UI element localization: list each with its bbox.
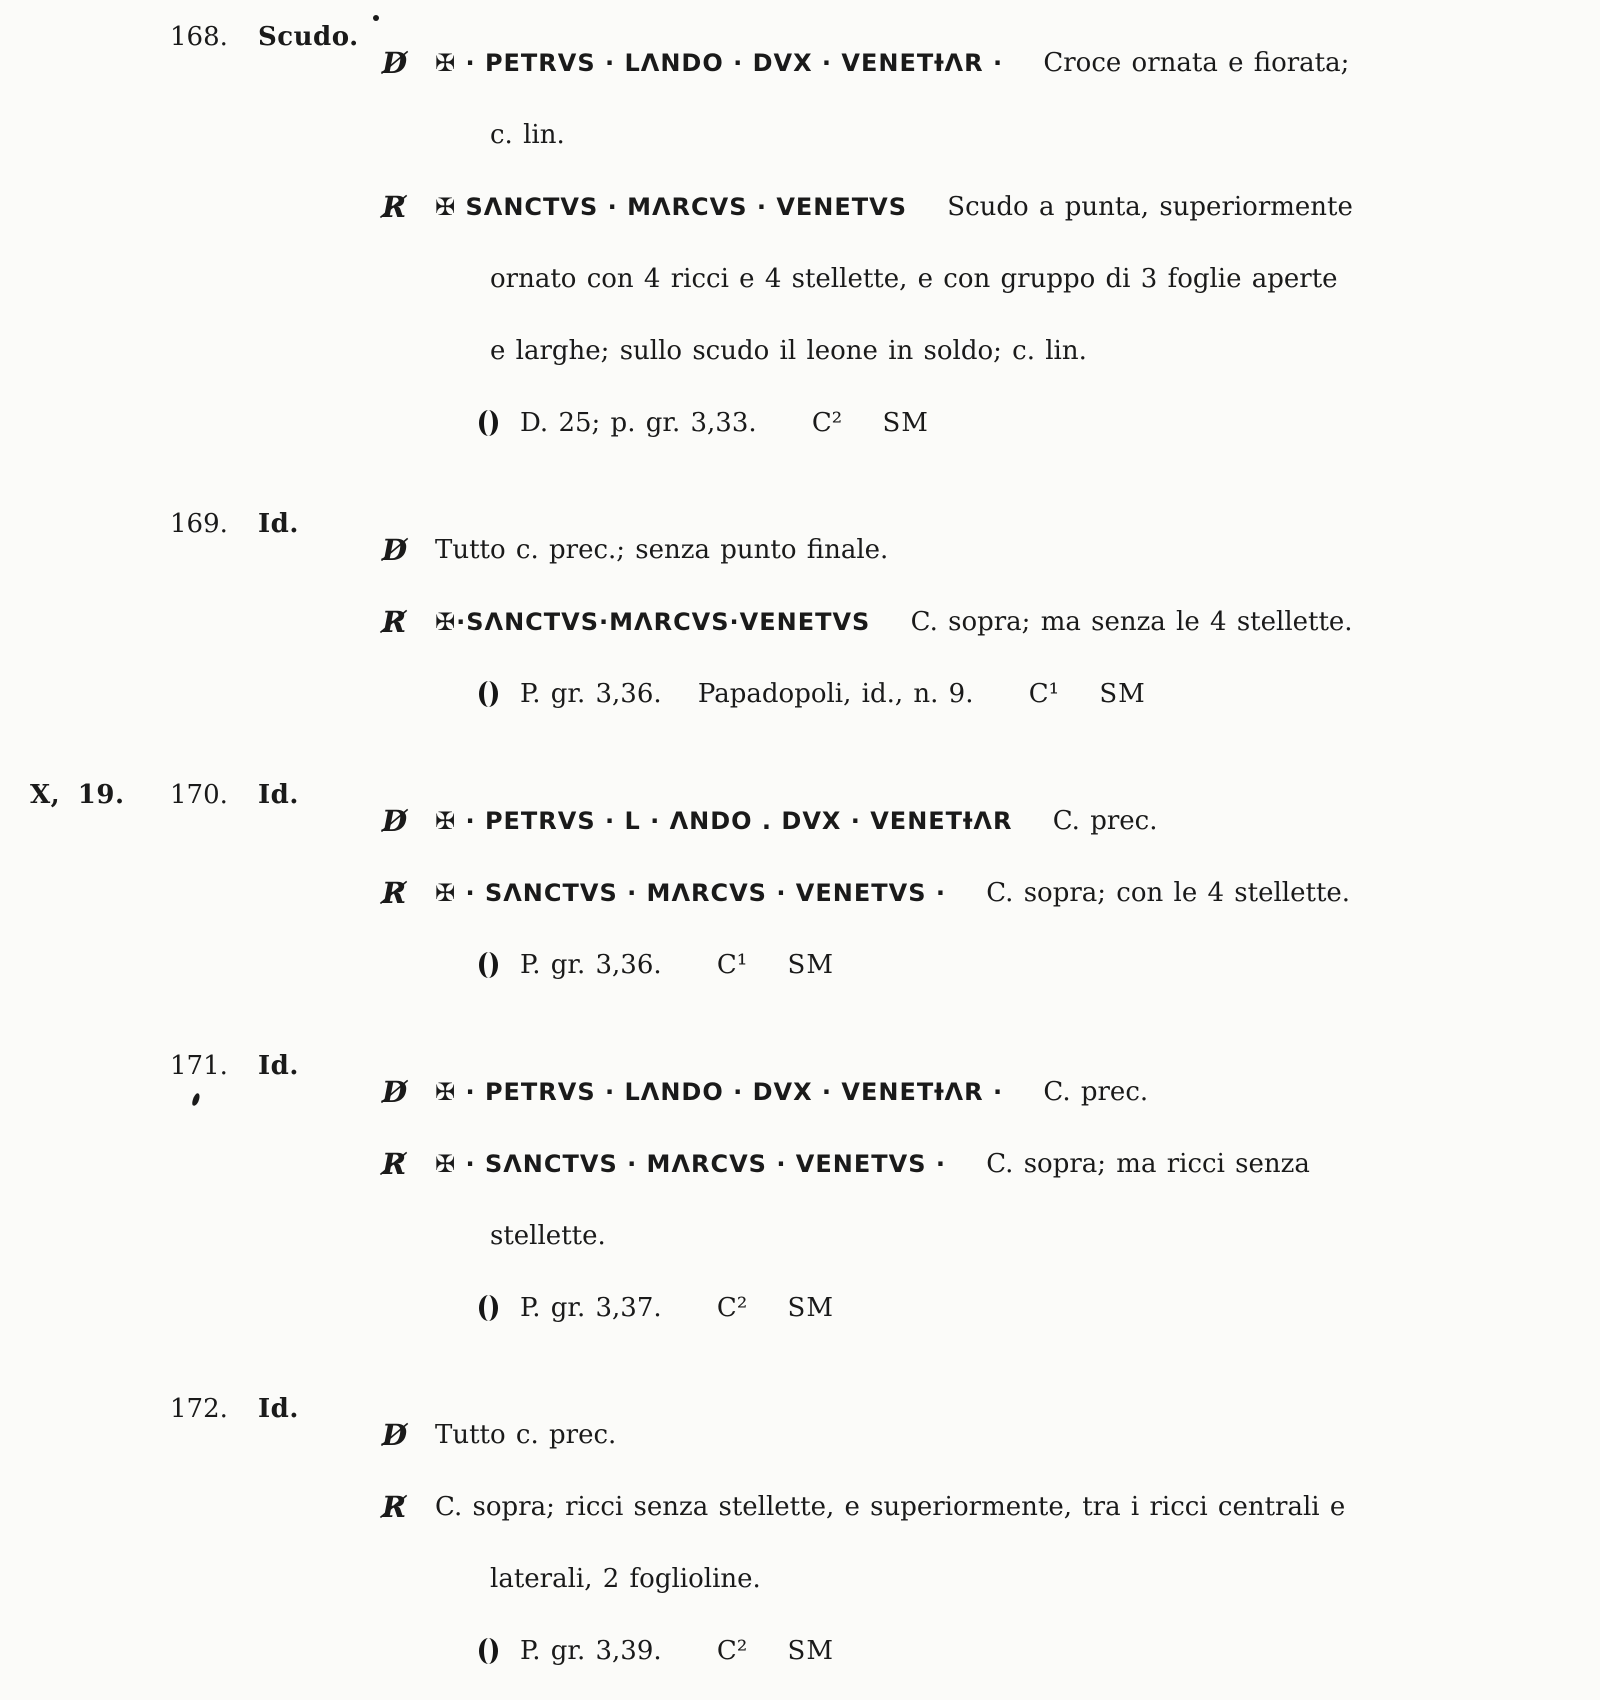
- reverse-line: [380, 1141, 1600, 1187]
- coin-type-label: Id.: [258, 1051, 299, 1081]
- entry-content: [380, 14, 1600, 472]
- reverse-description: C. sopra; ma ricci senza: [986, 1149, 1310, 1179]
- reverse-marker: R̸: [382, 1490, 407, 1524]
- weight-measures: P. gr. 3,39.: [520, 1636, 662, 1666]
- entry-number: 170.: [170, 780, 228, 810]
- weight-measures: P. gr. 3,36.: [520, 679, 662, 709]
- entry-content: [380, 1386, 1600, 1700]
- collection-mark: SM: [882, 408, 929, 438]
- reverse-legend: ✠ · SΛNCTVS · MΛRCVS · VENETVS ·: [435, 879, 946, 907]
- footer-line: [380, 671, 1600, 717]
- catalog-entry-168: [0, 14, 1600, 472]
- metal-symbol-icon: [479, 1295, 498, 1321]
- footer-line: [380, 1285, 1600, 1331]
- obverse-description: C. prec.: [1043, 1077, 1149, 1107]
- weight-measures: P. gr. 3,36.: [520, 950, 662, 980]
- reverse-line: [380, 184, 1600, 230]
- footer-line: [380, 1628, 1600, 1674]
- reference-citation: Papadopoli, id., n. 9.: [697, 679, 974, 709]
- reverse-legend: ✠·SΛNCTVS·MΛRCVS·VENETVS: [435, 608, 871, 636]
- collection-mark: SM: [787, 1636, 834, 1666]
- entry-number: 168.: [170, 22, 228, 52]
- reverse-description-continued: ornato con 4 ricci e 4 stellette, e con gruppo di 3 foglie aperte: [490, 264, 1338, 294]
- plate-reference: [0, 501, 170, 547]
- obverse-description: Croce ornata e fiorata;: [1043, 48, 1350, 78]
- metal-symbol-icon: [479, 1638, 498, 1664]
- plate-reference: [0, 14, 170, 60]
- obverse-description: Tutto c. prec.; senza punto finale.: [435, 535, 889, 565]
- weight-measures: D. 25; p. gr. 3,33.: [520, 408, 757, 438]
- obverse-description-continued: c. lin.: [490, 120, 565, 150]
- obverse-line: [380, 1069, 1600, 1115]
- coin-type-label: Id.: [258, 780, 299, 810]
- obverse-marker: D̸: [382, 46, 408, 80]
- reverse-description-continued: laterali, 2 foglioline.: [490, 1564, 761, 1594]
- rarity-grade: C²: [716, 1636, 748, 1666]
- metal-symbol-icon: [479, 952, 498, 978]
- metal-symbol-icon: [479, 410, 498, 436]
- catalog-entry-171: [0, 1043, 1600, 1357]
- reverse-description: C. sopra; ma senza le 4 stellette.: [910, 607, 1353, 637]
- reverse-line: [380, 870, 1600, 916]
- obverse-legend: ✠ · PETRVS · LΛNDO · DVX · VENETƗΛR ·: [435, 49, 1004, 77]
- stray-ink-mark: [192, 1092, 201, 1106]
- reverse-marker: R̸: [382, 190, 407, 224]
- obverse-description: C. prec.: [1052, 806, 1158, 836]
- coin-type-label: Id.: [258, 1394, 299, 1424]
- obverse-legend: ✠ · PETRVS · LΛNDO · DVX · VENETƗΛR ·: [435, 1078, 1004, 1106]
- obverse-line: [380, 527, 1600, 573]
- obverse-marker: D̸: [382, 1075, 408, 1109]
- collection-mark: SM: [787, 950, 834, 980]
- reverse-marker: R̸: [382, 876, 407, 910]
- catalog-entry-170: [0, 772, 1600, 1014]
- reverse-marker: R̸: [382, 1147, 407, 1181]
- coin-type-label: Id.: [258, 509, 299, 539]
- rarity-grade: C²: [716, 1293, 748, 1323]
- entry-content: [380, 1043, 1600, 1357]
- obverse-line: [380, 1412, 1600, 1458]
- reverse-marker: R̸: [382, 605, 407, 639]
- collection-mark: SM: [1099, 679, 1146, 709]
- collection-mark: SM: [787, 1293, 834, 1323]
- reverse-description: C. sopra; con le 4 stellette.: [986, 878, 1351, 908]
- weight-measures: P. gr. 3,37.: [520, 1293, 662, 1323]
- catalog-entry-169: [0, 501, 1600, 743]
- coin-type-label: Scudo.: [258, 22, 359, 52]
- plate-reference: X, 19.: [30, 780, 125, 810]
- plate-reference: [0, 1386, 170, 1432]
- rarity-grade: C¹: [1028, 679, 1060, 709]
- reverse-description: Scudo a punta, superiormente: [947, 192, 1353, 222]
- rarity-grade: C¹: [716, 950, 748, 980]
- entry-content: [380, 501, 1600, 743]
- entry-number: 171.: [170, 1051, 228, 1081]
- catalog-entry-172: [0, 1386, 1600, 1700]
- footer-line: [380, 400, 1600, 446]
- obverse-line: [380, 798, 1600, 844]
- entry-content: [380, 772, 1600, 1014]
- rarity-grade: C²: [811, 408, 843, 438]
- entry-number: 169.: [170, 509, 228, 539]
- reverse-legend: ✠ · SΛNCTVS · MΛRCVS · VENETVS ·: [435, 1150, 946, 1178]
- footer-line: [380, 942, 1600, 988]
- entry-number: 172.: [170, 1394, 228, 1424]
- obverse-marker: D̸: [382, 533, 408, 567]
- plate-reference: [0, 1043, 170, 1089]
- reverse-line: [380, 1484, 1600, 1530]
- reverse-description-continued: e larghe; sullo scudo il leone in soldo; c. lin.: [490, 336, 1087, 366]
- reverse-description: C. sopra; ricci senza stellette, e superiormente, tra i ricci centrali e: [435, 1492, 1346, 1522]
- reverse-line: [380, 599, 1600, 645]
- obverse-description: Tutto c. prec.: [435, 1420, 617, 1450]
- obverse-legend: ✠ · PETRVS · L · ΛNDO . DVX · VENETƗΛR: [435, 807, 1013, 835]
- obverse-marker: D̸: [382, 1418, 408, 1452]
- metal-symbol-icon: [479, 681, 498, 707]
- reverse-description-continued: stellette.: [490, 1221, 606, 1251]
- obverse-marker: D̸: [382, 804, 408, 838]
- reverse-legend: ✠ SΛNCTVS · MΛRCVS · VENETVS: [435, 193, 907, 221]
- obverse-line: [380, 40, 1600, 86]
